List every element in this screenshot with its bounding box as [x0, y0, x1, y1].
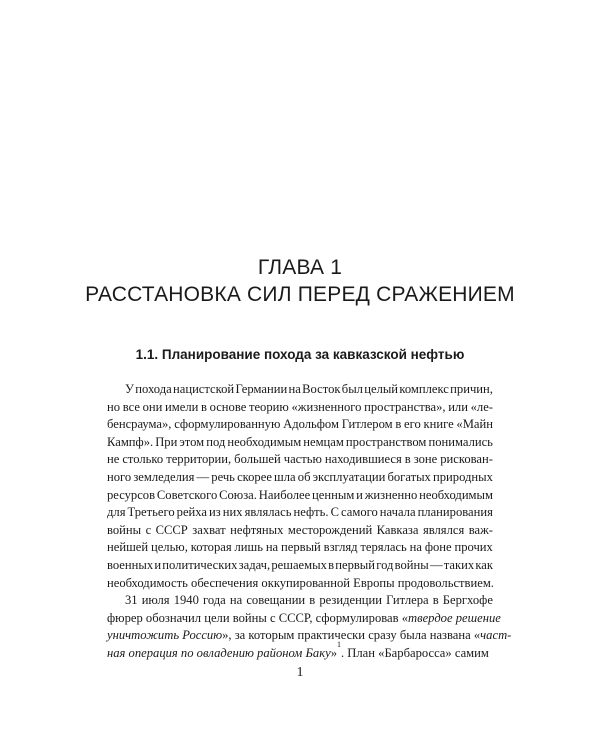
chapter-title: РАССТАНОВКА СИЛ ПЕРЕД СРАЖЕНИЕМ — [85, 283, 515, 306]
text-line: У похода нацистской Германии на Восток был целый комплекс причин, — [125, 382, 493, 396]
body-text — [107, 381, 512, 663]
text-line: военных и политических задач, решаемых в первый год войны — таких как — [107, 557, 493, 572]
text-line: но все они имели в основе теорию «жизненного пространства», или «ле- — [107, 399, 493, 414]
emphasis-text: ная операция по овладению районом Баку — [107, 645, 331, 660]
footnote-marker[interactable]: 1 — [337, 639, 341, 649]
emphasis-text: уничтожить Россию — [107, 628, 223, 643]
emphasis-text: част- — [480, 628, 512, 643]
section-heading: 1.1. Планирование похода за кавказской нефтью — [135, 347, 465, 362]
text-line: ная операция по овладению районом Баку » 1 . План «Барбаросса» самим — [107, 645, 493, 663]
text-line: уничтожить Россию », за которым практически сразу была названа « част- — [107, 627, 493, 645]
text-line: для Третьего рейха из них являлась нефть. С самого начала планирования — [107, 505, 493, 520]
text-line: не столько территории, большей частью находившиеся в зоне рискован- — [107, 452, 493, 467]
text-line: ного земледелия — речь скорее шла об эксплуатации богатых природных — [107, 469, 493, 484]
text-line: 31 июля 1940 года на совещании в резиденции Гитлера в Бергхофе — [125, 593, 493, 608]
chapter-number: ГЛАВА 1 — [257, 256, 343, 279]
text-line: ресурсов Советского Союза. Наиболее ценным и жизненно необходимым — [107, 487, 493, 502]
emphasis-text: твердое решение — [408, 610, 501, 625]
text-line: необходимость обеспечения оккупированной Европы продовольствием. — [107, 575, 494, 590]
page-number: 1 — [296, 665, 304, 680]
text-line: бенсраума», сформулированную Адольфом Гитлером в его книге «Майн — [107, 417, 493, 432]
text-line: Кампф». При этом под необходимым немцам пространством понимались — [107, 434, 493, 449]
text-line: фюрер обозначил цели войны с СССР, сформулировав « твердое решение — [107, 610, 493, 628]
text-line: войны с СССР захват нефтяных месторождений Кавказа являлся важ- — [107, 522, 493, 537]
text-line: нейшей целью, которая лишь на первый взгляд терялась на фоне прочих — [107, 540, 493, 555]
